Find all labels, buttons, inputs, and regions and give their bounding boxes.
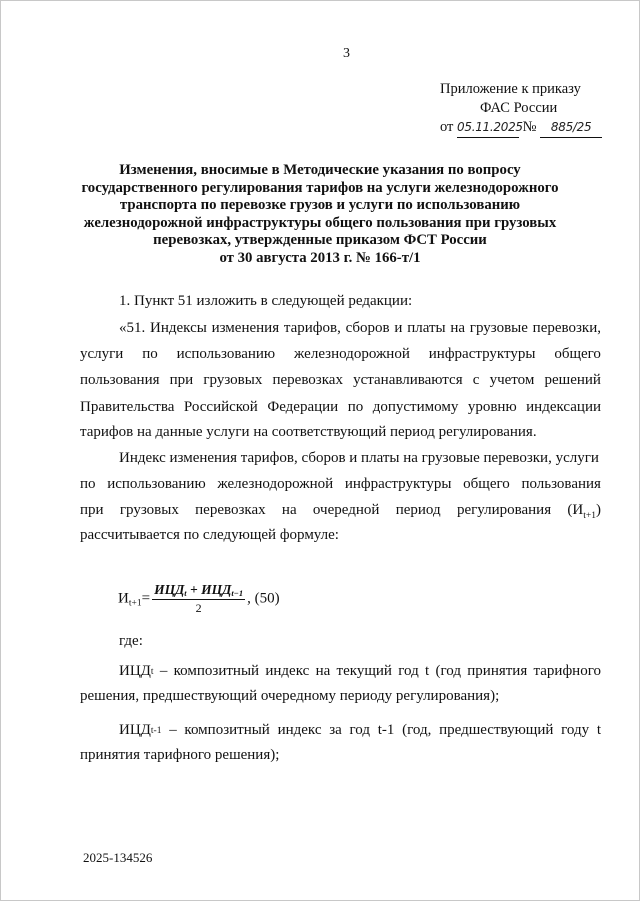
word: общего — [554, 346, 601, 362]
word: перевозках — [195, 502, 266, 518]
title-line: Изменения, вносимые в Методические указания по вопросу — [119, 162, 521, 178]
paragraph-3-line4: рассчитывается по следующей формуле: — [80, 527, 339, 543]
word: железнодорожной — [294, 346, 410, 362]
word: решений — [544, 372, 601, 388]
definition-1-line2: решения, предшествующий очередному периоду регулирования); — [80, 688, 500, 704]
title-line: от 30 августа 2013 г. № 166-т/1 — [219, 249, 421, 266]
word-suffix: ) — [596, 502, 601, 518]
definition-2-text: – композитный индекс за год t-1 (год, предшествующий году t — [161, 722, 601, 738]
word: Российской — [183, 399, 258, 415]
word: Федерации — [267, 399, 339, 415]
word: общего — [463, 476, 510, 492]
definition-2-term: ИЦД — [119, 722, 151, 738]
title-line: перевозках, утвержденные приказом ФСТ России — [153, 232, 487, 248]
word-subscript: t+1 — [583, 511, 596, 521]
numerator-term-a-subscript: t — [184, 588, 187, 598]
where-label: где: — [119, 633, 143, 649]
word: инфраструктуры — [428, 346, 536, 362]
paragraph-3-line3 — [80, 502, 601, 519]
word: грузовых — [119, 502, 179, 518]
appendix-line3 — [440, 118, 602, 138]
formula-numerator — [152, 582, 245, 600]
paragraph-1: 1. Пункт 51 изложить в следующей редакции: — [119, 293, 413, 309]
formula-lhs-subscript: t+1 — [128, 598, 142, 609]
word: услуги — [80, 346, 124, 362]
definition-2-line1 — [119, 722, 601, 739]
word: Правительства — [80, 399, 175, 415]
word: по — [80, 476, 96, 492]
numerator-term-b: ИЦД — [201, 582, 232, 597]
word: пользования — [521, 476, 601, 492]
word: при — [80, 502, 104, 518]
word: регулирования — [456, 502, 552, 518]
word: на — [281, 502, 297, 518]
word: период — [395, 502, 441, 518]
word: допустимому — [372, 399, 459, 415]
word: железнодорожной — [217, 476, 334, 492]
appendix-date-prefix: от — [440, 119, 454, 135]
paragraph-3-line2 — [80, 476, 601, 493]
word: $(И_{t+1})$ — [567, 502, 601, 521]
word: пользования — [80, 372, 160, 388]
formula-denominator: 2 — [195, 601, 202, 615]
definition-1-subscript: t — [150, 667, 154, 677]
word: индексации — [526, 399, 601, 415]
page-number: 3 — [343, 46, 350, 61]
definition-1-text: – композитный индекс на текущий год t (год принятия тарифного — [153, 663, 601, 679]
word: учетом — [489, 372, 535, 388]
title-line: железнодорожной инфраструктуры общего пользования при грузовых — [83, 214, 557, 231]
definition-2-line2: принятия тарифного решения); — [80, 747, 280, 763]
formula-lhs: И — [118, 590, 129, 607]
title-line: транспорта по перевозке грузов и услуги по использованию — [119, 197, 521, 213]
definition-1-line1 — [119, 663, 601, 680]
document-title — [0, 162, 640, 267]
word: использованию — [176, 346, 276, 362]
formula-fraction — [152, 582, 245, 616]
appendix-header — [440, 80, 602, 138]
numerator-term-a: ИЦД — [154, 582, 185, 597]
word: по — [347, 399, 364, 415]
definition-1-term: ИЦД — [119, 663, 151, 679]
word: устанавливаются — [353, 372, 463, 388]
numerator-term-b-subscript: t−1 — [231, 588, 244, 598]
document-registration-id: 2025-134526 — [83, 850, 153, 865]
word: использованию — [107, 476, 206, 492]
definition-2-subscript: t-1 — [150, 726, 162, 736]
formula-50 — [118, 582, 280, 616]
word: уровню — [467, 399, 517, 415]
word: с — [472, 372, 480, 388]
paragraph-2-line1: «51. Индексы изменения тарифов, сборов и платы на грузовые перевозки, — [119, 320, 601, 336]
paragraph-2-line5: тарифов на данные услуги на соответствующий период регулирования. — [80, 424, 537, 440]
paragraph-3-line1: Индекс изменения тарифов, сборов и платы на грузовые перевозки, услуги — [119, 450, 599, 466]
paragraph-2-line3 — [80, 372, 601, 389]
word: по — [142, 346, 158, 362]
handwritten-order-number: 885/25 — [540, 118, 602, 138]
word: очередной — [312, 502, 380, 518]
paragraph-2-line2 — [80, 346, 601, 363]
appendix-line2: ФАС России — [480, 100, 558, 116]
appendix-line1: Приложение к приказу — [440, 81, 581, 97]
word: грузовых — [203, 372, 263, 388]
paragraph-2-line4 — [80, 399, 601, 416]
formula-tail: , (50) — [247, 590, 280, 607]
word: перевозках — [272, 372, 343, 388]
formula-equals: = — [141, 590, 151, 607]
word: инфраструктуры — [344, 476, 452, 492]
number-sign: № — [522, 119, 537, 135]
handwritten-date: 05.11.2025 — [457, 118, 519, 138]
word: при — [169, 372, 194, 388]
title-line: государственного регулирования тарифов на услуги железнодорожного — [81, 179, 559, 196]
numerator-plus: + — [186, 582, 202, 597]
